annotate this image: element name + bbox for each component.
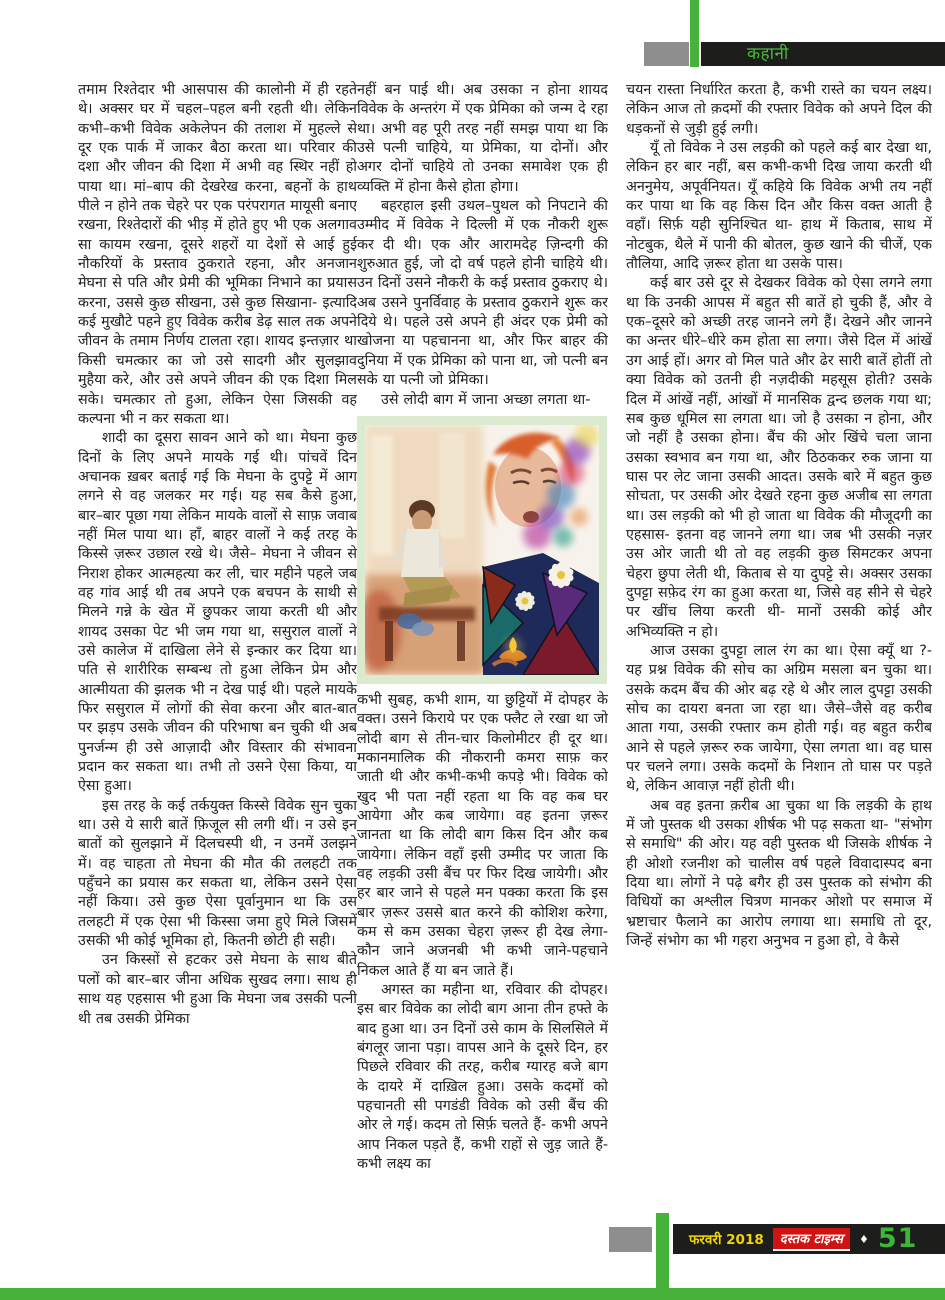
story-paragraph: यूँ तो विवेक ने उस लड़की को पहले कई बार देखा था, लेकिन हर बार नहीं, बस कभी-कभी दिख जाया करती थी अननुमेय, अपूर्वनियत। यूँ कहिये कि विवेक अभी तय नहीं कर पाया था कि वह किस दिन और किस वक्त आती है वहाँ। सिर्फ़ यही सुनिश्चित था- हाथ में किताब, साथ में नोटबुक, थैले में पानी की बोतल, कुछ खाने की चीजें, एक तौलिया, आदि ज़रूर होता था उसके पास। [626, 140, 932, 273]
story-paragraph: उसे लोदी बाग में जाना अच्छा लगता था- [381, 391, 591, 408]
magazine-logo: दस्तक टाइम्स [773, 1228, 850, 1251]
story-paragraph: उन किस्सों से हटकर उसे मेघना के साथ बीते पलों को बार–बार जीना अधिक सुखद लगा। साथ ही साथ यह एहसास भी हुआ कि मेघना जब उसकी पत्नी थी तब उसकी प्रेमिका [78, 952, 357, 1026]
story-paragraph: चयन रास्ता निर्धारित करता है, कभी रास्ते का चयन लक्ष्य। लेकिन आज तो क़दमों की रफ्तार विवेक को अपने दिल की धड़कनों से जुड़ी हुई लगी। [626, 82, 932, 137]
text-column-3 [626, 81, 932, 1226]
header-green-bar [690, 0, 699, 67]
story-illustration-art [365, 425, 599, 675]
issue-date: फरवरी 2018 [689, 1232, 764, 1248]
story-paragraph: आज उसका दुपट्टा लाल रंग का था। ऐसा क्यूँ था ?- यह प्रश्न विवेक की सोच का अग्रिम मसला बन चुका था। उसके कदम बैंच की ओर बढ़ रहे थे और लाल दुपट्टा उसकी सोच का दायरा बनता जा रहा था। जैसे–जैसे वह करीब आता गया, उसकी रफ्तार कम होती गई। वह बहुत करीब आने से पहले ज़रूर रुक जायेगा, ऐसा लगता था। वह घास पर चलने लगा। उसके कदमों के निशान तो घास पर पड़ते थे, लेकिन आवाज़ नहीं होती थी। [626, 642, 932, 795]
story-paragraph: अगस्त का महीना था, रविवार की दोपहर। इस बार विवेक का लोदी बाग आना तीन हफ्ते के बाद हुआ था। उन दिनों उसे काम के सिलसिले में बंगलूर जाना पड़ा। वापस आने के दूसरे दिन, हर पिछले रविवार की तरह, करीब ग्यारह बजे बाग के दायरे में दाख़िल हुआ। उसके कदमों को पहचानती सी पगडंडी विवेक को उसी बैंच की ओर ले गई। कदम तो सिर्फ़ चलते हैं- कभी अपने आप निकल पड़ते हैं, कभी राहों से जुड़ जाते हैं- कभी लक्ष्य का [357, 982, 608, 1173]
story-paragraph: नहीं बन पाई थी। अब उसका न होना शायद विवेक के अन्तरंग में एक प्रेमिका को जन्म दे रहा था। अभी वह पूरी तरह नहीं समझ पाया था कि उसे पत्नी चाहिये, या प्रेमिका, या दोनों। और अगर दोनों चाहिये तो उनका समावेश एक ही व्यक्ति में होना कैसे होता होगा। [357, 82, 608, 195]
story-illustration [357, 416, 607, 684]
footer-gray-box [609, 1227, 652, 1252]
section-header-bar [701, 42, 945, 66]
story-paragraph: इस तरह के कई तर्कयुक्त किस्से विवेक सुन चुका था। उसे ये सारी बातें फ़िजूल सी लगी थीं। न उसे इन बातों को सुलझाने में दिलचस्पी थी, न उनमें उलझने में। वह चाहता तो मेघना की मौत की तलहटी तक पहुँचने का प्रयास कर सकता था, लेकिन उसने ऐसा नहीं किया। उसे कुछ ऐसा पूर्वानुमान था कि उस तलहटी में एक ऐसा भी किस्सा जमा हुऐ मिले जिसमें उसकी भी कोई भूमिका हो, कितनी छोटी ही सही। [78, 797, 357, 950]
section-title: कहानी [747, 44, 789, 64]
story-paragraph: शादी का दूसरा सावन आने को था। मेघना कुछ दिनों के लिए अपने मायके गई थी। पांचवें दिन अचानक ख़बर बताई गई कि मेघना के दुपट्टे में आग लगने से वह जलकर मर गई। यह सब कैसे हुआ, बार–बार पूछा गया लेकिन मायके वालों से साफ़ जवाब नहीं मिल पाया था। हाँ, बाहर वालों ने कई तरह के किस्से ज़रूर उछाल रखे थे। जैसे– मेघना ने जीवन से निराश होकर आत्महत्या कर ली, चार महीने पहले जब वह गांव आई थी तब अपने एक बचपन के साथी से मिलने गन्ने के खेत में छुपकर जाया करती थी और शायद उसका पेट भी जम गया था, ससुराल वालों ने उसे कालेज में दाखिला लेने से इन्कार कर दिया था। पति से शारीरिक सम्बन्ध तो हुआ लेकिन प्रेम और आत्मीयता की झलक भी न देख पाई थी। पहले मायके फिर ससुराल में लोगों की सेवा करना और बात-बात पर झड़प उसके जीवन की परिभाषा बन चुकी थी अब पुनर्जन्म ही उसे आज़ादी और विस्तार की संभावना प्रदान कर सकता था। तभी तो उसने ऐसा किया, या ऐसा हुआ। [78, 430, 357, 795]
footer-green-bar [656, 1213, 669, 1300]
footer-bar [673, 1224, 945, 1254]
story-paragraph: कई बार उसे दूर से देखकर विवेक को ऐसा लगने लगा था कि उनकी आपस में बहुत सी बातें हो चुकी हैं, और वे एक–दूसरे को अच्छी तरह जानने लगे हैं। देखने और जानने का अन्तर धीरे–धीरे कम होता सा लगा। जैसे दिल में आंखें उग आई हों। अगर वो मिल पाते और ढेर सारी बातें होतीं तो क्या विवेक को उतनी ही नज़दीकी महसूस होती? उसके दिल में आंखें नहीं, आंखों में मानसिक द्वन्द छलक गया था; सब कुछ धूमिल सा लगता था। जो है उसका न होना, और जो नहीं है उसका होना। बैंच की ओर खिंचे चला जाना उसका स्वभाव बन गया था, और ठिठककर रुक जाना या घास पर लेट जाना उसकी आदत। उसके बारे में बहुत कुछ सोचता, पर उसकी ओर देखते रहना कुछ अजीब सा लगता था। उस लड़की को भी हो जाता था विवेक की मौजूदगी का एहसास- इतना वह जानने लगा था। जब भी उसकी नज़र उस ओर जाती थी तो वह लड़की कुछ सिमटकर अपना चेहरा छुपा लेती थी, किताब से या दुपट्टे से। अक्सर उसका दुपट्टा सफ़ेद रंग का हुआ करता था, जिसे वह सीने से चेहरे पर खींच लिया करती थी- मानों उसकी कोई और अभिव्यक्ति न हो। [626, 275, 932, 640]
header-gray-box [644, 42, 689, 66]
diamond-separator-icon: ♦ [858, 1232, 869, 1246]
page-number: 51 [877, 1223, 918, 1254]
bottom-green-strip [0, 1288, 945, 1300]
story-paragraph: अब वह इतना क़रीब आ चुका था कि लड़की के हाथ में जो पुस्तक थी उसका शीर्षक भी पढ़ सकता था- "संभोग से समाधि" की ओर। यह वही पुस्तक थी जिसके शीर्षक ने ही ओशो रजनीश को चालीस वर्ष पहले विवादास्पद बना दिया था। लोगों ने पढ़े बगैर ही उस पुस्तक को संभोग की विधियों का अश्लील चित्रण मानकर ओशो पर समाज में भ्रष्टाचार फैलाने का आरोप लगाया था। समाधि तो दूर, जिन्हें संभोग का भी गहरा अनुभव न हुआ हो, वे कैसे [626, 797, 932, 950]
story-paragraph: तमाम रिश्तेदार भी आसपास की कालोनी में ही रहते थे। अक्सर घर में चहल–पहल बनी रहती थी। लेकिन कभी–कभी विवेक अकेलेपन की तलाश में मुहल्ले से दूर एक पार्क में जाकर बैठा करता था। परिवार की दशा और जीवन की दिशा में अभी वह स्थिर नहीं हो पाया था। मां–बाप की देखरेख करना, बहनों के हाथ पीले न होने तक चेहरे पर एक परंपरागत मायूसी बनाए रखना, रिश्तेदारों की भीड़ में होते हुए भी एक अलगाव सा कायम रखना, दूसरे शहरों या देशों से आई हुई नौकरियों के प्रस्ताव ठुकराते रहना, और अनजान मेघना से पति और प्रेमी की भूमिका निभाने का प्रयास करना, उससे कुछ सीखना, उसे कुछ सिखाना- इत्यादि कई मुखौटे पहने हुए विवेक करीब डेढ़ साल तक अपने जीवन के तमाम निर्णय टालता रहा। शायद इन्तज़ार था किसी चमत्कार का जो उसे सादगी और सुलझाव मुहैया करे, और उसे अपने जीवन की एक दिशा मिल सके। चमत्कार तो हुआ, लेकिन ऐसा जिसकी वह कल्पना भी न कर सकता था। [78, 82, 357, 427]
story-paragraph: बहरहाल इसी उथल–पुथल को निपटाने की उम्मीद में विवेक ने दिल्ली में एक नौकरी शुरू कर दी थी। एक और आरामदेह ज़िन्दगी की शुरुआत हुई, जो दो वर्ष पहले होनी चाहिये थी। उन दिनों उसने नौकरी के कई प्रस्ताव ठुकराए थे। अब उसने पुनर्विवाह के प्रस्ताव ठुकराने शुरू कर दिये थे। पहले उसे अपने ही अंदर एक प्रेमी को खोजना या पहचानना था, और फिर बाहर की दुनिया में एक प्रेमिका को पाना था, जो पत्नी बन सके या पत्नी जो प्रेमिका। [357, 198, 608, 389]
text-column-1 [78, 81, 357, 1026]
story-paragraph: कभी सुबह, कभी शाम, या छुट्टियों में दोपहर के वक्त। उसने किराये पर एक फ्लैट ले रखा था जो लोदी बाग से तीन-चार किलोमीटर ही दूर था। मकानमालिक की नौकरानी कमरा साफ़ कर जाती थी और कभी-कभी कपड़े भी। विवेक को खुद भी पता नहीं रहता था कि वह कब घर आयेगा और कब जायेगा। वह इतना ज़रूर जानता था कि लोदी बाग किस दिन और कब जायेगा। लेकिन वहाँ इसी उम्मीद पर जाता कि वह लड़की उसी बैंच पर फिर दिख जायेगी। और हर बार जाने से पहले मन पक्का करता कि इस बार ज़रूर उससे बात करने की कोशिश करेगा, कम से कम उसका चेहरा ज़रूर ही देख लेगा- कौन जाने अजनबी भी कभी जाने-पहचाने निकल आते हैं या बन जाते हैं। [357, 691, 608, 979]
text-column-2 [357, 81, 608, 1216]
